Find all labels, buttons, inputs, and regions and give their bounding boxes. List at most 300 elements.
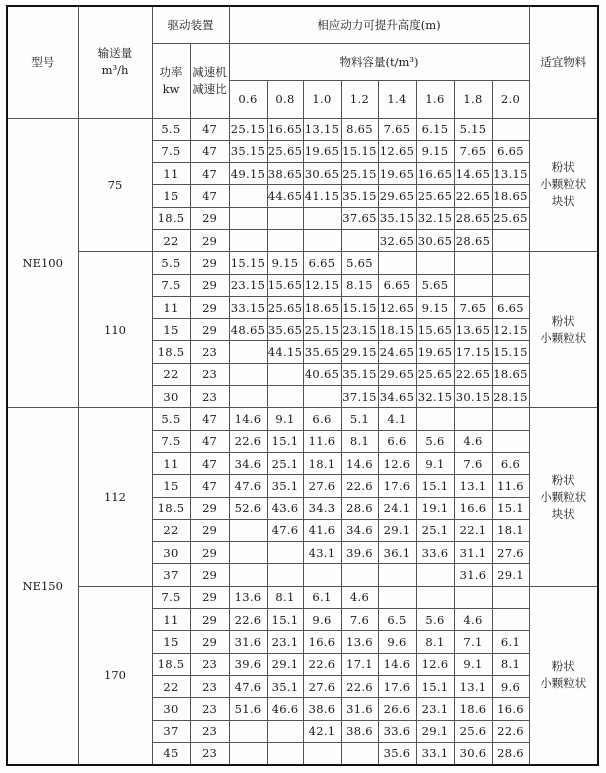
- lift-value-cell: 6.5: [378, 609, 416, 631]
- header-reducer-line1: 减速机: [192, 64, 227, 79]
- lift-value-cell: [454, 586, 492, 608]
- lift-value-cell: [229, 363, 267, 385]
- lift-value-cell: 37.15: [341, 386, 378, 408]
- lift-value-cell: 7.1: [454, 631, 492, 653]
- power-cell: 45: [152, 742, 190, 764]
- header-flow: [78, 6, 152, 118]
- lift-value-cell: 5.65: [416, 274, 454, 296]
- lift-value-cell: 17.6: [378, 475, 416, 497]
- lift-value-cell: [303, 742, 341, 764]
- lift-value-cell: 25.15: [303, 319, 341, 341]
- lift-value-cell: 31.1: [454, 542, 492, 564]
- lift-value-cell: 49.15: [229, 163, 267, 185]
- lift-value-cell: 25.65: [492, 207, 529, 229]
- lift-value-cell: [416, 586, 454, 608]
- lift-value-cell: 9.1: [416, 452, 454, 474]
- power-cell: 30: [152, 386, 190, 408]
- lift-value-cell: 22.6: [229, 609, 267, 631]
- lift-value-cell: [229, 229, 267, 251]
- header-material: 适宜物料: [529, 6, 598, 118]
- lift-value-cell: [229, 742, 267, 764]
- ratio-cell: 29: [190, 586, 229, 608]
- lift-value-cell: 17.15: [454, 341, 492, 363]
- lift-value-cell: 25.15: [341, 163, 378, 185]
- lift-value-cell: 9.6: [492, 675, 529, 697]
- lift-value-cell: 6.6: [378, 430, 416, 452]
- power-cell: 11: [152, 163, 190, 185]
- lift-value-cell: 13.6: [229, 586, 267, 608]
- power-cell: 30: [152, 698, 190, 720]
- lift-value-cell: 9.15: [416, 140, 454, 162]
- power-cell: 15: [152, 319, 190, 341]
- material-line: 粉状: [551, 160, 575, 175]
- lift-value-cell: [416, 408, 454, 430]
- ratio-cell: 23: [190, 698, 229, 720]
- lift-value-cell: 34.6: [341, 519, 378, 541]
- power-cell: 7.5: [152, 430, 190, 452]
- lift-value-cell: [267, 542, 303, 564]
- lift-value-cell: 35.1: [267, 475, 303, 497]
- ratio-cell: 47: [190, 408, 229, 430]
- lift-value-cell: 13.15: [303, 118, 341, 140]
- lift-value-cell: 52.6: [229, 497, 267, 519]
- lift-value-cell: 17.1: [341, 653, 378, 675]
- lift-value-cell: [267, 742, 303, 764]
- lift-value-cell: [229, 207, 267, 229]
- power-cell: 7.5: [152, 140, 190, 162]
- lift-value-cell: 34.3: [303, 497, 341, 519]
- lift-value-cell: 39.6: [229, 653, 267, 675]
- lift-height-table: [6, 5, 599, 766]
- lift-value-cell: 35.15: [378, 207, 416, 229]
- lift-value-cell: 18.65: [492, 185, 529, 207]
- ratio-cell: 23: [190, 742, 229, 764]
- lift-value-cell: 15.65: [416, 319, 454, 341]
- ratio-cell: 47: [190, 118, 229, 140]
- lift-value-cell: 8.1: [267, 586, 303, 608]
- material-line: 小颗粒状: [540, 676, 587, 691]
- lift-value-cell: 25.6: [454, 720, 492, 742]
- ratio-cell: 29: [190, 542, 229, 564]
- lift-value-cell: 29.1: [492, 564, 529, 586]
- lift-value-cell: 7.65: [454, 140, 492, 162]
- lift-value-cell: 29.1: [378, 519, 416, 541]
- lift-value-cell: 29.65: [378, 185, 416, 207]
- lift-value-cell: 6.65: [378, 274, 416, 296]
- material-line: 小颗粒状: [540, 330, 587, 345]
- lift-value-cell: 22.65: [454, 185, 492, 207]
- lift-value-cell: 5.1: [341, 408, 378, 430]
- lift-value-cell: 32.65: [378, 229, 416, 251]
- ratio-cell: 29: [190, 274, 229, 296]
- lift-value-cell: [303, 386, 341, 408]
- lift-value-cell: 22.6: [303, 653, 341, 675]
- lift-value-cell: 33.1: [416, 742, 454, 764]
- power-cell: 5.5: [152, 118, 190, 140]
- header-density-4: 1.4: [378, 80, 416, 118]
- lift-value-cell: 17.6: [378, 675, 416, 697]
- power-cell: 5.5: [152, 252, 190, 274]
- lift-value-cell: 25.65: [267, 140, 303, 162]
- lift-value-cell: 33.15: [229, 296, 267, 318]
- power-cell: 15: [152, 631, 190, 653]
- lift-value-cell: 22.6: [492, 720, 529, 742]
- header-density: 物料容量(t/m³): [229, 43, 529, 80]
- lift-value-cell: 33.6: [378, 720, 416, 742]
- flow-cell: 75: [78, 118, 152, 252]
- ratio-cell: 47: [190, 140, 229, 162]
- lift-value-cell: [267, 207, 303, 229]
- lift-value-cell: 19.1: [416, 497, 454, 519]
- power-cell: 11: [152, 296, 190, 318]
- lift-value-cell: 15.1: [267, 430, 303, 452]
- lift-value-cell: 9.1: [454, 653, 492, 675]
- lift-value-cell: 28.65: [454, 207, 492, 229]
- lift-value-cell: 4.6: [341, 586, 378, 608]
- lift-value-cell: 11.6: [303, 430, 341, 452]
- lift-value-cell: [229, 720, 267, 742]
- lift-value-cell: [492, 408, 529, 430]
- lift-value-cell: 22.6: [341, 675, 378, 697]
- ratio-cell: 29: [190, 207, 229, 229]
- header-density-2: 1.0: [303, 80, 341, 118]
- model-cell: NE100: [7, 118, 78, 408]
- lift-value-cell: 25.65: [267, 296, 303, 318]
- ratio-cell: 29: [190, 564, 229, 586]
- lift-value-cell: 38.6: [341, 720, 378, 742]
- lift-value-cell: 46.6: [267, 698, 303, 720]
- ratio-cell: 23: [190, 386, 229, 408]
- lift-value-cell: 15.65: [267, 274, 303, 296]
- lift-value-cell: [229, 341, 267, 363]
- lift-value-cell: 18.65: [492, 363, 529, 385]
- ratio-cell: 29: [190, 609, 229, 631]
- lift-value-cell: 34.6: [229, 452, 267, 474]
- lift-value-cell: 15.15: [492, 341, 529, 363]
- lift-value-cell: 18.1: [492, 519, 529, 541]
- lift-value-cell: 23.15: [341, 319, 378, 341]
- lift-value-cell: 30.15: [454, 386, 492, 408]
- lift-value-cell: [267, 363, 303, 385]
- lift-value-cell: 15.15: [229, 252, 267, 274]
- lift-value-cell: 4.6: [454, 430, 492, 452]
- lift-value-cell: 35.1: [267, 675, 303, 697]
- lift-value-cell: 6.65: [492, 296, 529, 318]
- lift-value-cell: 19.65: [416, 341, 454, 363]
- lift-value-cell: 14.6: [229, 408, 267, 430]
- lift-value-cell: 12.65: [378, 296, 416, 318]
- power-cell: 22: [152, 229, 190, 251]
- lift-value-cell: 14.65: [454, 163, 492, 185]
- lift-value-cell: [267, 386, 303, 408]
- lift-value-cell: [267, 229, 303, 251]
- header-model: 型号: [7, 6, 78, 118]
- lift-value-cell: 18.6: [454, 698, 492, 720]
- lift-value-cell: 6.65: [492, 140, 529, 162]
- lift-value-cell: 8.1: [341, 430, 378, 452]
- power-cell: 22: [152, 363, 190, 385]
- lift-value-cell: 35.65: [267, 319, 303, 341]
- power-cell: 5.5: [152, 408, 190, 430]
- lift-value-cell: 16.65: [267, 118, 303, 140]
- lift-value-cell: 5.6: [416, 609, 454, 631]
- lift-value-cell: [341, 564, 378, 586]
- ratio-cell: 47: [190, 185, 229, 207]
- power-cell: 22: [152, 519, 190, 541]
- lift-value-cell: [303, 564, 341, 586]
- power-cell: 15: [152, 475, 190, 497]
- ratio-cell: 47: [190, 452, 229, 474]
- lift-value-cell: 48.65: [229, 319, 267, 341]
- power-cell: 18.5: [152, 341, 190, 363]
- lift-value-cell: 22.1: [454, 519, 492, 541]
- lift-value-cell: [492, 430, 529, 452]
- lift-value-cell: 8.1: [492, 653, 529, 675]
- lift-value-cell: 34.65: [378, 386, 416, 408]
- lift-value-cell: 6.65: [303, 252, 341, 274]
- lift-value-cell: 6.6: [492, 452, 529, 474]
- lift-value-cell: 18.1: [303, 452, 341, 474]
- lift-value-cell: 8.1: [416, 631, 454, 653]
- header-reducer-line2: 减速比: [192, 81, 227, 96]
- header-flow-unit: m³/h: [101, 63, 129, 78]
- lift-value-cell: 29.65: [378, 363, 416, 385]
- lift-value-cell: [341, 742, 378, 764]
- lift-value-cell: 26.6: [378, 698, 416, 720]
- lift-value-cell: [378, 564, 416, 586]
- lift-value-cell: 43.1: [303, 542, 341, 564]
- lift-value-cell: 18.65: [303, 296, 341, 318]
- table-row: [7, 118, 598, 140]
- lift-value-cell: 47.6: [267, 519, 303, 541]
- header-density-1: 0.8: [267, 80, 303, 118]
- power-cell: 7.5: [152, 586, 190, 608]
- material-line: 粉状: [551, 313, 575, 328]
- lift-value-cell: 9.6: [378, 631, 416, 653]
- header-power-label: 功率: [159, 64, 183, 79]
- lift-value-cell: 28.65: [454, 229, 492, 251]
- lift-value-cell: 14.6: [341, 452, 378, 474]
- ratio-cell: 29: [190, 497, 229, 519]
- material-line: 块状: [551, 506, 575, 521]
- lift-value-cell: 37.65: [341, 207, 378, 229]
- lift-value-cell: 47.6: [229, 475, 267, 497]
- flow-cell: 170: [78, 586, 152, 764]
- power-cell: 15: [152, 185, 190, 207]
- lift-value-cell: 35.65: [303, 341, 341, 363]
- lift-value-cell: 44.15: [267, 341, 303, 363]
- model-cell: NE150: [7, 408, 78, 765]
- header-flow-label: 输送量: [97, 46, 133, 61]
- power-cell: 22: [152, 675, 190, 697]
- material-cell: [529, 408, 598, 586]
- ratio-cell: 29: [190, 319, 229, 341]
- header-lift-height: 相应动力可提升高度(m): [229, 6, 529, 43]
- material-line: 小颗粒状: [540, 177, 587, 192]
- lift-value-cell: 27.6: [303, 675, 341, 697]
- lift-value-cell: [341, 229, 378, 251]
- power-cell: 18.5: [152, 207, 190, 229]
- header-density-5: 1.6: [416, 80, 454, 118]
- ratio-cell: 29: [190, 296, 229, 318]
- material-line: 粉状: [551, 472, 575, 487]
- header-power-unit: kw: [162, 81, 180, 96]
- flow-cell: 110: [78, 252, 152, 408]
- lift-value-cell: 12.15: [303, 274, 341, 296]
- lift-value-cell: 9.6: [303, 609, 341, 631]
- lift-value-cell: 14.6: [378, 653, 416, 675]
- lift-value-cell: 40.65: [303, 363, 341, 385]
- power-cell: 30: [152, 542, 190, 564]
- power-cell: 18.5: [152, 497, 190, 519]
- power-cell: 37: [152, 720, 190, 742]
- lift-value-cell: 13.1: [454, 475, 492, 497]
- power-cell: 11: [152, 452, 190, 474]
- lift-value-cell: 6.15: [416, 118, 454, 140]
- lift-value-cell: 7.65: [454, 296, 492, 318]
- lift-value-cell: 51.6: [229, 698, 267, 720]
- lift-value-cell: [229, 564, 267, 586]
- lift-value-cell: 43.6: [267, 497, 303, 519]
- material-line: 小颗粒状: [540, 489, 587, 504]
- ratio-cell: 29: [190, 229, 229, 251]
- lift-value-cell: 5.65: [341, 252, 378, 274]
- lift-value-cell: 35.15: [229, 140, 267, 162]
- lift-value-cell: 22.6: [341, 475, 378, 497]
- lift-value-cell: 38.65: [267, 163, 303, 185]
- header-reducer: [190, 43, 229, 118]
- lift-value-cell: 29.15: [341, 341, 378, 363]
- ratio-cell: 29: [190, 631, 229, 653]
- lift-value-cell: 15.1: [492, 497, 529, 519]
- lift-value-cell: 6.1: [492, 631, 529, 653]
- lift-value-cell: 25.15: [229, 118, 267, 140]
- lift-value-cell: [229, 519, 267, 541]
- lift-value-cell: 44.65: [267, 185, 303, 207]
- lift-value-cell: [492, 609, 529, 631]
- lift-value-cell: 23.15: [229, 274, 267, 296]
- lift-value-cell: 30.6: [454, 742, 492, 764]
- header-power: [152, 43, 190, 118]
- lift-value-cell: 42.1: [303, 720, 341, 742]
- lift-value-cell: [378, 586, 416, 608]
- flow-cell: 112: [78, 408, 152, 586]
- lift-value-cell: 47.6: [229, 675, 267, 697]
- lift-value-cell: [229, 185, 267, 207]
- lift-value-cell: 28.15: [492, 386, 529, 408]
- lift-value-cell: [416, 252, 454, 274]
- lift-value-cell: 31.6: [229, 631, 267, 653]
- lift-value-cell: 32.15: [416, 207, 454, 229]
- header-density-7: 2.0: [492, 80, 529, 118]
- lift-value-cell: [492, 274, 529, 296]
- lift-value-cell: 5.6: [416, 430, 454, 452]
- lift-value-cell: 31.6: [454, 564, 492, 586]
- lift-value-cell: 13.6: [341, 631, 378, 653]
- lift-value-cell: 35.15: [341, 185, 378, 207]
- lift-value-cell: 6.1: [303, 586, 341, 608]
- ratio-cell: 47: [190, 163, 229, 185]
- lift-value-cell: 30.65: [303, 163, 341, 185]
- lift-value-cell: 41.15: [303, 185, 341, 207]
- lift-value-cell: 30.65: [416, 229, 454, 251]
- lift-value-cell: 16.6: [303, 631, 341, 653]
- ratio-cell: 29: [190, 519, 229, 541]
- material-cell: [529, 252, 598, 408]
- ratio-cell: 23: [190, 720, 229, 742]
- ratio-cell: 23: [190, 675, 229, 697]
- lift-value-cell: 15.1: [267, 609, 303, 631]
- lift-value-cell: 7.6: [454, 452, 492, 474]
- power-cell: 18.5: [152, 653, 190, 675]
- lift-value-cell: [454, 408, 492, 430]
- lift-value-cell: 9.15: [416, 296, 454, 318]
- lift-value-cell: 16.65: [416, 163, 454, 185]
- lift-value-cell: 32.15: [416, 386, 454, 408]
- lift-value-cell: 6.6: [303, 408, 341, 430]
- lift-value-cell: [492, 586, 529, 608]
- lift-value-cell: 15.15: [341, 296, 378, 318]
- lift-value-cell: 29.1: [267, 653, 303, 675]
- lift-value-cell: 8.15: [341, 274, 378, 296]
- lift-value-cell: 8.65: [341, 118, 378, 140]
- material-line: 块状: [551, 194, 575, 209]
- lift-value-cell: 12.6: [378, 452, 416, 474]
- lift-value-cell: 39.6: [341, 542, 378, 564]
- lift-value-cell: 36.1: [378, 542, 416, 564]
- header-density-0: 0.6: [229, 80, 267, 118]
- lift-value-cell: 19.65: [303, 140, 341, 162]
- lift-value-cell: 13.65: [454, 319, 492, 341]
- lift-value-cell: [303, 207, 341, 229]
- header-drive: 驱动装置: [152, 6, 229, 43]
- lift-value-cell: 24.1: [378, 497, 416, 519]
- lift-value-cell: 12.6: [416, 653, 454, 675]
- power-cell: 37: [152, 564, 190, 586]
- lift-value-cell: 22.65: [454, 363, 492, 385]
- lift-value-cell: 4.1: [378, 408, 416, 430]
- lift-value-cell: 15.15: [341, 140, 378, 162]
- lift-value-cell: 25.1: [416, 519, 454, 541]
- lift-value-cell: 24.65: [378, 341, 416, 363]
- lift-value-cell: 25.65: [416, 185, 454, 207]
- lift-value-cell: 9.15: [267, 252, 303, 274]
- lift-value-cell: 25.65: [416, 363, 454, 385]
- lift-value-cell: 7.65: [378, 118, 416, 140]
- lift-value-cell: 12.15: [492, 319, 529, 341]
- ratio-cell: 23: [190, 363, 229, 385]
- material-cell: [529, 118, 598, 252]
- lift-value-cell: 27.6: [303, 475, 341, 497]
- table-row: [7, 586, 598, 608]
- lift-value-cell: [229, 542, 267, 564]
- lift-value-cell: 23.1: [416, 698, 454, 720]
- lift-value-cell: 22.6: [229, 430, 267, 452]
- lift-value-cell: [267, 564, 303, 586]
- ratio-cell: 23: [190, 653, 229, 675]
- lift-value-cell: [492, 229, 529, 251]
- lift-value-cell: 38.6: [303, 698, 341, 720]
- lift-value-cell: 7.6: [341, 609, 378, 631]
- lift-value-cell: 5.15: [454, 118, 492, 140]
- lift-value-cell: 41.6: [303, 519, 341, 541]
- lift-value-cell: 27.6: [492, 542, 529, 564]
- lift-value-cell: 23.1: [267, 631, 303, 653]
- material-cell: [529, 586, 598, 764]
- lift-value-cell: 29.1: [416, 720, 454, 742]
- lift-value-cell: 33.6: [416, 542, 454, 564]
- lift-value-cell: 35.6: [378, 742, 416, 764]
